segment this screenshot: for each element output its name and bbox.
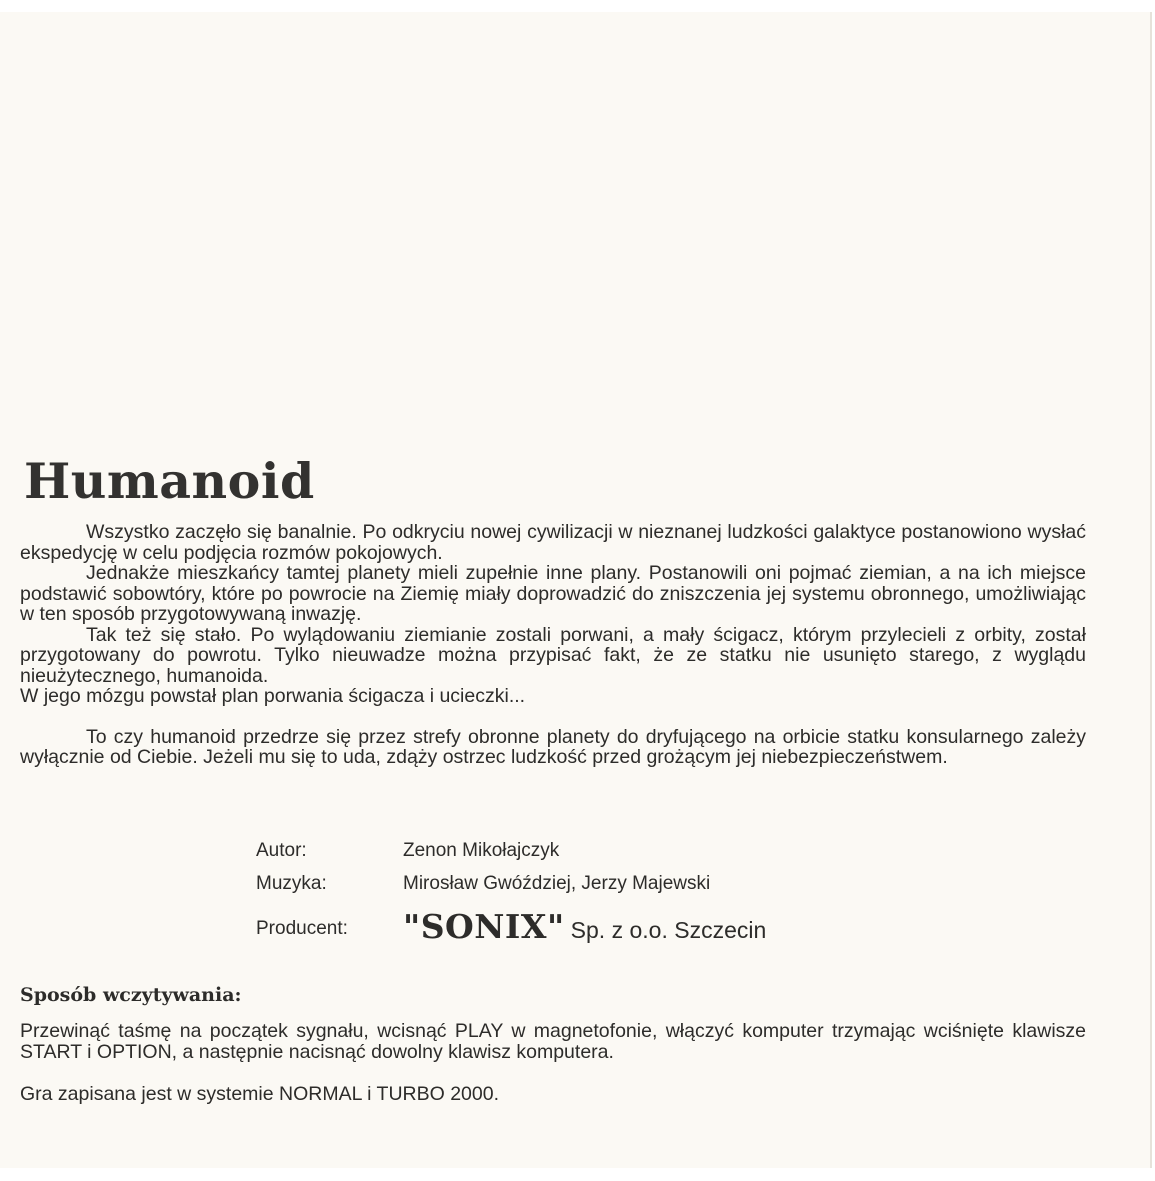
- story-paragraph-intro: Wszystko zaczęło się banalnie. Po odkryciu nowej cywilizacji w nieznanej ludzkości galaktyce postanowiono wysłać ekspedycję w celu podjęcia rozmów pokojowych.: [20, 521, 1086, 564]
- story-text: [20, 522, 1086, 768]
- story-paragraph-plans: Jednakże mieszkańcy tamtej planety mieli zupełnie inne plany. Postanowili oni pojmać ziemian, a na ich miejsce podstawić sobowtóry, które po powrocie na Ziemię miały doprowadzić do zniszczenia jej systemu obronnego, umożliwiając w ten sposób przygotowywaną inwazję.: [20, 562, 1086, 625]
- story-paragraph-capture: Tak też się stało. Po wylądowaniu ziemianie zostali porwani, a mały ścigacz, którym przylecieli z orbity, został przygotowany do powrotu. Tylko nieuwadze można przypisać fakt, że ze statku nie usunięto starego, z wyglądu nieużytecznego, humanoida.: [20, 623, 1086, 687]
- loading-instructions: Przewinąć taśmę na początek sygnału, wcisnąć PLAY w magnetofonie, włączyć komputer trzymając wciśnięte klawisze START i OPTION, a następnie nacisnąć dowolny klawisz komputera.: [20, 1020, 1086, 1063]
- game-title: Humanoid: [24, 452, 315, 510]
- producer-name: "SONIX": [403, 907, 565, 946]
- loading-heading: Sposób wczytywania:: [20, 984, 242, 1006]
- music-authors: Mirosław Gwóździej, Jerzy Majewski: [403, 873, 711, 894]
- story-paragraph-mission: To czy humanoid przedrze się przez strefy obronne planety do dryfującego na orbicie statku konsularnego zależy wyłącznie od Ciebie. Jeżeli mu się to uda, zdąży ostrzec ludzkość przed grożącym jej niebezpieczeństwem.: [20, 725, 1086, 768]
- music-label: Muzyka:: [256, 873, 327, 894]
- producer-label: Producent:: [256, 918, 348, 939]
- story-paragraph-escape-plan: W jego mózgu powstał plan porwania ścigacza i ucieczki...: [20, 685, 526, 707]
- system-note: Gra zapisana jest w systemie NORMAL i TURBO 2000.: [20, 1083, 499, 1105]
- producer-company: Sp. z o.o. Szczecin: [570, 917, 767, 943]
- author-name: Zenon Mikołajczyk: [403, 840, 560, 861]
- author-label: Autor:: [256, 840, 307, 861]
- producer-value: [403, 907, 767, 957]
